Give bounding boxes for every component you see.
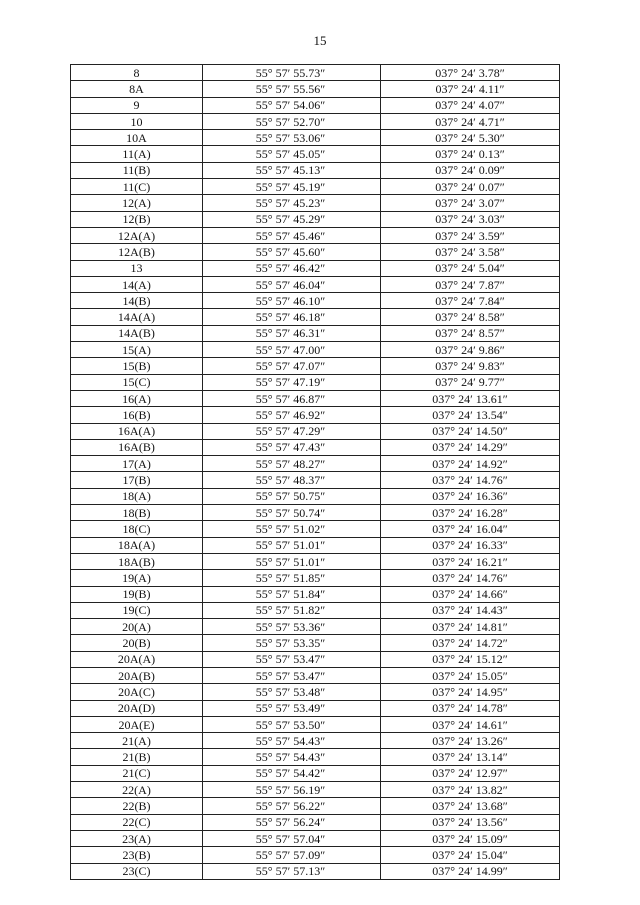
latitude-cell: 55° 57′ 57.09″ [203,847,381,863]
point-id-cell: 20A(C) [71,684,203,700]
longitude-cell: 037° 24′ 16.28″ [381,505,560,521]
longitude-cell: 037° 24′ 4.07″ [381,97,560,113]
longitude-cell: 037° 24′ 5.04″ [381,260,560,276]
point-id-cell: 8 [71,65,203,81]
table-row [71,472,560,488]
point-id-cell: 15(A) [71,342,203,358]
longitude-cell: 037° 24′ 14.76″ [381,570,560,586]
longitude-cell: 037° 24′ 3.03″ [381,211,560,227]
point-id-cell: 21(A) [71,733,203,749]
point-id-cell: 22(A) [71,782,203,798]
table-row [71,830,560,846]
table-row [71,521,560,537]
latitude-cell: 55° 57′ 53.35″ [203,635,381,651]
longitude-cell: 037° 24′ 15.04″ [381,847,560,863]
point-id-cell: 11(B) [71,162,203,178]
point-id-cell: 14A(A) [71,309,203,325]
table-row [71,570,560,586]
longitude-cell: 037° 24′ 14.99″ [381,863,560,879]
longitude-cell: 037° 24′ 14.81″ [381,619,560,635]
point-id-cell: 20(A) [71,619,203,635]
latitude-cell: 55° 57′ 53.48″ [203,684,381,700]
table-row [71,179,560,195]
latitude-cell: 55° 57′ 53.47″ [203,651,381,667]
longitude-cell: 037° 24′ 7.87″ [381,276,560,292]
latitude-cell: 55° 57′ 45.46″ [203,227,381,243]
table-row [71,211,560,227]
coordinates-table-body [71,65,560,880]
point-id-cell: 21(B) [71,749,203,765]
longitude-cell: 037° 24′ 0.13″ [381,146,560,162]
point-id-cell: 17(A) [71,456,203,472]
point-id-cell: 19(B) [71,586,203,602]
table-row [71,146,560,162]
table-row [71,293,560,309]
longitude-cell: 037° 24′ 14.76″ [381,472,560,488]
point-id-cell: 18A(B) [71,553,203,569]
point-id-cell: 20A(E) [71,716,203,732]
latitude-cell: 55° 57′ 50.75″ [203,488,381,504]
latitude-cell: 55° 57′ 45.19″ [203,179,381,195]
longitude-cell: 037° 24′ 13.82″ [381,782,560,798]
table-row [71,374,560,390]
latitude-cell: 55° 57′ 46.31″ [203,325,381,341]
coordinates-table [70,64,560,880]
table-row [71,358,560,374]
longitude-cell: 037° 24′ 14.61″ [381,716,560,732]
longitude-cell: 037° 24′ 16.21″ [381,553,560,569]
longitude-cell: 037° 24′ 8.57″ [381,325,560,341]
longitude-cell: 037° 24′ 9.83″ [381,358,560,374]
point-id-cell: 15(C) [71,374,203,390]
table-row [71,260,560,276]
point-id-cell: 19(C) [71,602,203,618]
latitude-cell: 55° 57′ 53.47″ [203,667,381,683]
longitude-cell: 037° 24′ 16.04″ [381,521,560,537]
point-id-cell: 18(B) [71,505,203,521]
point-id-cell: 23(C) [71,863,203,879]
latitude-cell: 55° 57′ 54.43″ [203,733,381,749]
table-row [71,782,560,798]
longitude-cell: 037° 24′ 14.95″ [381,684,560,700]
longitude-cell: 037° 24′ 0.07″ [381,179,560,195]
table-row [71,423,560,439]
longitude-cell: 037° 24′ 15.12″ [381,651,560,667]
latitude-cell: 55° 57′ 51.02″ [203,521,381,537]
latitude-cell: 55° 57′ 56.22″ [203,798,381,814]
latitude-cell: 55° 57′ 55.73″ [203,65,381,81]
longitude-cell: 037° 24′ 4.11″ [381,81,560,97]
point-id-cell: 14(A) [71,276,203,292]
latitude-cell: 55° 57′ 46.04″ [203,276,381,292]
table-row [71,863,560,879]
point-id-cell: 22(B) [71,798,203,814]
longitude-cell: 037° 24′ 14.50″ [381,423,560,439]
longitude-cell: 037° 24′ 16.33″ [381,537,560,553]
table-row [71,244,560,260]
latitude-cell: 55° 57′ 47.00″ [203,342,381,358]
longitude-cell: 037° 24′ 14.43″ [381,602,560,618]
longitude-cell: 037° 24′ 0.09″ [381,162,560,178]
table-row [71,765,560,781]
longitude-cell: 037° 24′ 13.61″ [381,390,560,406]
table-row [71,586,560,602]
table-row [71,635,560,651]
table-row [71,309,560,325]
latitude-cell: 55° 57′ 54.42″ [203,765,381,781]
point-id-cell: 12(B) [71,211,203,227]
latitude-cell: 55° 57′ 47.43″ [203,439,381,455]
latitude-cell: 55° 57′ 46.10″ [203,293,381,309]
table-row [71,407,560,423]
table-row [71,488,560,504]
longitude-cell: 037° 24′ 4.71″ [381,113,560,129]
latitude-cell: 55° 57′ 45.29″ [203,211,381,227]
latitude-cell: 55° 57′ 45.05″ [203,146,381,162]
point-id-cell: 23(A) [71,830,203,846]
latitude-cell: 55° 57′ 45.60″ [203,244,381,260]
latitude-cell: 55° 57′ 51.82″ [203,602,381,618]
longitude-cell: 037° 24′ 16.36″ [381,488,560,504]
table-row [71,162,560,178]
latitude-cell: 55° 57′ 46.87″ [203,390,381,406]
point-id-cell: 20(B) [71,635,203,651]
longitude-cell: 037° 24′ 12.97″ [381,765,560,781]
table-row [71,733,560,749]
point-id-cell: 10A [71,130,203,146]
longitude-cell: 037° 24′ 3.07″ [381,195,560,211]
table-row [71,749,560,765]
latitude-cell: 55° 57′ 51.85″ [203,570,381,586]
point-id-cell: 12A(B) [71,244,203,260]
table-row [71,700,560,716]
table-row [71,439,560,455]
longitude-cell: 037° 24′ 14.29″ [381,439,560,455]
table-row [71,684,560,700]
point-id-cell: 21(C) [71,765,203,781]
point-id-cell: 9 [71,97,203,113]
latitude-cell: 55° 57′ 53.50″ [203,716,381,732]
table-row [71,651,560,667]
point-id-cell: 13 [71,260,203,276]
point-id-cell: 11(A) [71,146,203,162]
point-id-cell: 22(C) [71,814,203,830]
longitude-cell: 037° 24′ 13.14″ [381,749,560,765]
point-id-cell: 20A(D) [71,700,203,716]
table-row [71,505,560,521]
longitude-cell: 037° 24′ 3.59″ [381,227,560,243]
latitude-cell: 55° 57′ 53.06″ [203,130,381,146]
point-id-cell: 19(A) [71,570,203,586]
latitude-cell: 55° 57′ 46.92″ [203,407,381,423]
latitude-cell: 55° 57′ 57.04″ [203,830,381,846]
latitude-cell: 55° 57′ 46.18″ [203,309,381,325]
longitude-cell: 037° 24′ 15.05″ [381,667,560,683]
table-row [71,667,560,683]
point-id-cell: 17(B) [71,472,203,488]
latitude-cell: 55° 57′ 48.37″ [203,472,381,488]
table-row [71,798,560,814]
point-id-cell: 20A(B) [71,667,203,683]
table-row [71,602,560,618]
latitude-cell: 55° 57′ 47.29″ [203,423,381,439]
point-id-cell: 14(B) [71,293,203,309]
point-id-cell: 10 [71,113,203,129]
point-id-cell: 16(B) [71,407,203,423]
latitude-cell: 55° 57′ 52.70″ [203,113,381,129]
latitude-cell: 55° 57′ 55.56″ [203,81,381,97]
table-row [71,814,560,830]
point-id-cell: 23(B) [71,847,203,863]
latitude-cell: 55° 57′ 53.49″ [203,700,381,716]
longitude-cell: 037° 24′ 14.78″ [381,700,560,716]
table-row [71,456,560,472]
point-id-cell: 8A [71,81,203,97]
point-id-cell: 18(C) [71,521,203,537]
longitude-cell: 037° 24′ 3.78″ [381,65,560,81]
table-row [71,553,560,569]
longitude-cell: 037° 24′ 3.58″ [381,244,560,260]
latitude-cell: 55° 57′ 47.07″ [203,358,381,374]
longitude-cell: 037° 24′ 9.86″ [381,342,560,358]
table-row [71,342,560,358]
latitude-cell: 55° 57′ 51.01″ [203,537,381,553]
latitude-cell: 55° 57′ 45.23″ [203,195,381,211]
point-id-cell: 14A(B) [71,325,203,341]
latitude-cell: 55° 57′ 56.24″ [203,814,381,830]
latitude-cell: 55° 57′ 50.74″ [203,505,381,521]
longitude-cell: 037° 24′ 14.66″ [381,586,560,602]
table-row [71,276,560,292]
latitude-cell: 55° 57′ 53.36″ [203,619,381,635]
table-row [71,227,560,243]
longitude-cell: 037° 24′ 9.77″ [381,374,560,390]
point-id-cell: 16A(A) [71,423,203,439]
point-id-cell: 12(A) [71,195,203,211]
latitude-cell: 55° 57′ 45.13″ [203,162,381,178]
table-row [71,537,560,553]
table-row [71,619,560,635]
longitude-cell: 037° 24′ 13.54″ [381,407,560,423]
table-row [71,716,560,732]
longitude-cell: 037° 24′ 5.30″ [381,130,560,146]
table-row [71,130,560,146]
latitude-cell: 55° 57′ 57.13″ [203,863,381,879]
latitude-cell: 55° 57′ 46.42″ [203,260,381,276]
latitude-cell: 55° 57′ 56.19″ [203,782,381,798]
table-row [71,195,560,211]
point-id-cell: 16(A) [71,390,203,406]
latitude-cell: 55° 57′ 54.06″ [203,97,381,113]
table-row [71,113,560,129]
longitude-cell: 037° 24′ 8.58″ [381,309,560,325]
table-row [71,65,560,81]
point-id-cell: 15(B) [71,358,203,374]
longitude-cell: 037° 24′ 15.09″ [381,830,560,846]
point-id-cell: 18(A) [71,488,203,504]
table-row [71,81,560,97]
page-number: 15 [313,33,327,48]
longitude-cell: 037° 24′ 14.92″ [381,456,560,472]
point-id-cell: 18A(A) [71,537,203,553]
table-row [71,325,560,341]
point-id-cell: 20A(A) [71,651,203,667]
latitude-cell: 55° 57′ 51.01″ [203,553,381,569]
latitude-cell: 55° 57′ 51.84″ [203,586,381,602]
latitude-cell: 55° 57′ 47.19″ [203,374,381,390]
latitude-cell: 55° 57′ 54.43″ [203,749,381,765]
table-row [71,390,560,406]
longitude-cell: 037° 24′ 13.56″ [381,814,560,830]
latitude-cell: 55° 57′ 48.27″ [203,456,381,472]
longitude-cell: 037° 24′ 13.68″ [381,798,560,814]
longitude-cell: 037° 24′ 7.84″ [381,293,560,309]
point-id-cell: 16A(B) [71,439,203,455]
point-id-cell: 12A(A) [71,227,203,243]
longitude-cell: 037° 24′ 13.26″ [381,733,560,749]
table-row [71,97,560,113]
longitude-cell: 037° 24′ 14.72″ [381,635,560,651]
point-id-cell: 11(C) [71,179,203,195]
table-row [71,847,560,863]
